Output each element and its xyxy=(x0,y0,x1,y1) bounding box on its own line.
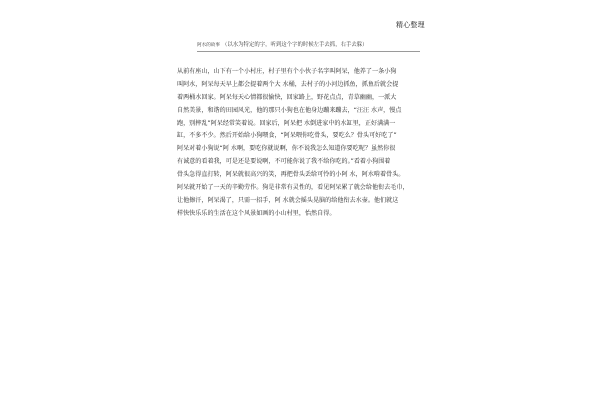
header-note: 精心整理 xyxy=(396,21,425,29)
story-line: 跑，别摔乱”阿呆经常笑着说。回家后，阿呆把 水倒进家中的水缸里，正好满满一 xyxy=(177,119,396,127)
story-line: 样快快乐乐的生活在这个风景如画的小山村里，怡然自得。 xyxy=(177,209,336,217)
story-line: 缸，不多不少。然后开始给小狗喂食，“阿呆喂你吃骨头，要吃么？骨头可好吃了” xyxy=(177,132,397,140)
story-line: 叫阿水，阿呆每天早上都会提着两个大 水桶，去村子的小河边抓鱼，抓鱼后就会提 xyxy=(177,80,399,88)
story-body xyxy=(177,66,417,221)
story-line: 阿呆对着小狗说“阿 水啊，要吃你就说啊，你不说我怎么知道你要吃呢？虽然你很 xyxy=(177,145,396,153)
subtitle-text: （以水为特定的字，听到这个字的时候左手去抓，右手去躲） xyxy=(221,42,368,48)
story-line: 着两桶水回家。阿呆每天心情都很愉快，回家路上，野花点点，青草幽幽，一派大 xyxy=(177,93,397,101)
subtitle-lead: 阿水的故事 xyxy=(197,43,220,48)
story-line: 有诚意的看着我，可是还是要说啊，不可能你说了我不给你吃的。”看着小狗围着 xyxy=(177,158,391,166)
story-line: 从前有座山，山下有一个小村庄，村子里有个小伙子名字叫阿呆，他养了一条小狗 xyxy=(177,68,397,75)
story-line: 阿呆就开始了一天的辛勤劳作。狗是非常有灵性的，看见阿呆累了就会给他衔去毛巾， xyxy=(177,184,409,192)
story-subtitle xyxy=(197,40,420,52)
story-line: 自然美景，和谐的田园风光，他的那只小狗也在他身边蹦来蹦去，“汪汪 水声，慢点 xyxy=(177,106,402,114)
story-line: 让他擦汗，阿呆渴了，只需一招手，阿 水就会摇头晃脑的给他衔去水壶。他们就这 xyxy=(177,196,399,204)
story-line: 骨头急得直打转，阿呆就很高兴的笑，再把骨头丢给可怜的小阿 水，阿水啃着骨头。 xyxy=(177,171,405,179)
